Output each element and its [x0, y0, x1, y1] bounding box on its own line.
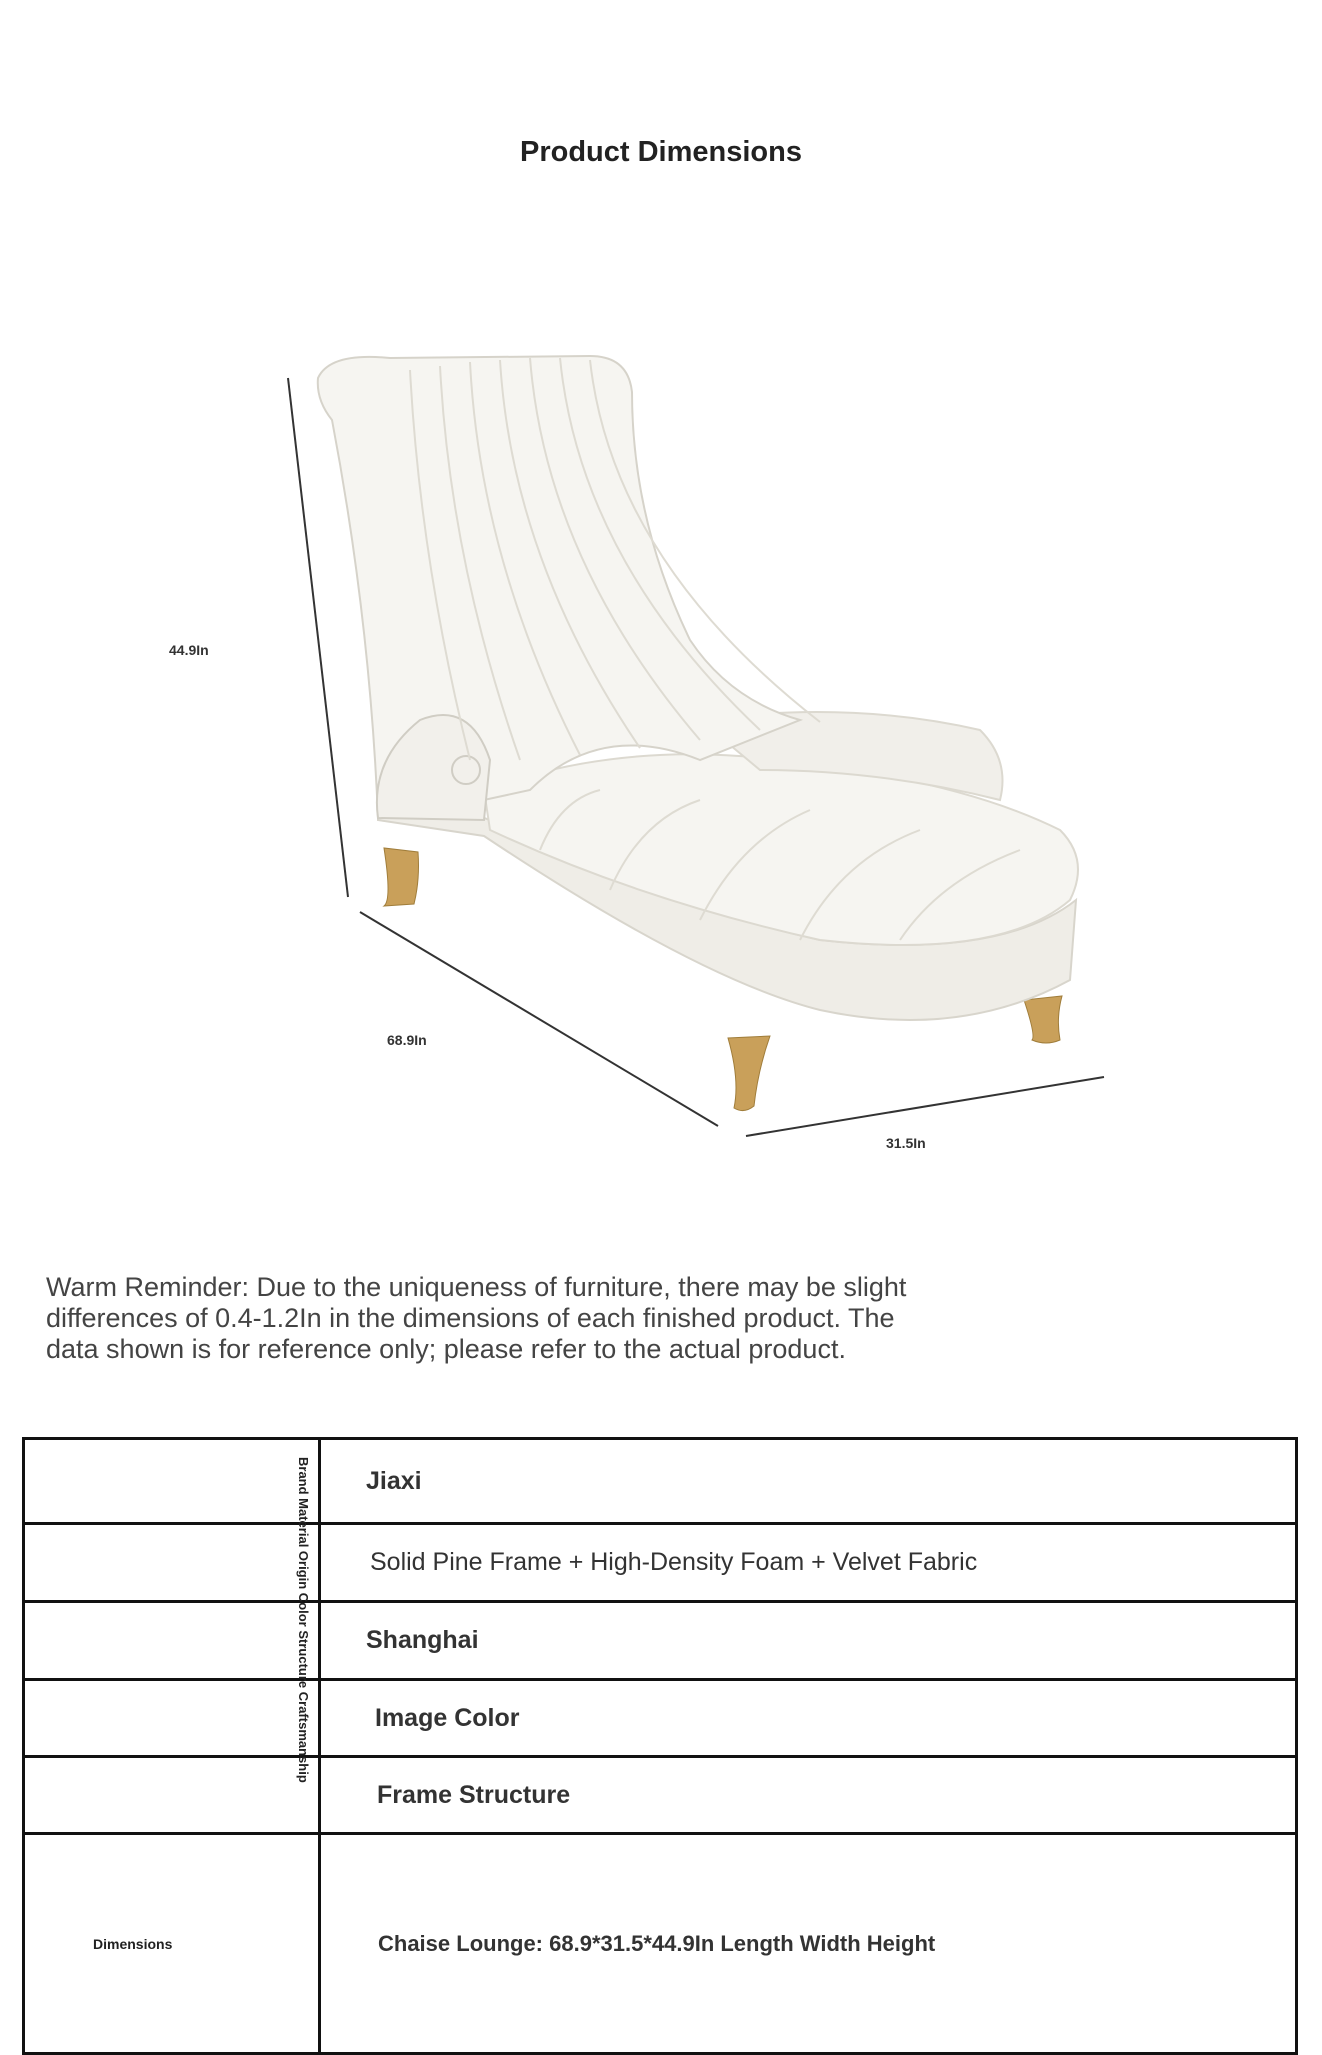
spec-structure-value: Frame Structure — [320, 1757, 1297, 1834]
width-dimension-label: 31.5In — [886, 1135, 926, 1151]
leg-back-left — [384, 848, 419, 906]
table-row — [24, 1602, 1297, 1680]
specs-table — [22, 1437, 1298, 2055]
table-row — [24, 1524, 1297, 1602]
backrest — [318, 356, 800, 818]
spec-vertical-labels — [293, 1457, 313, 1817]
table-row — [24, 1757, 1297, 1834]
spec-label-cell — [24, 1524, 320, 1602]
spec-label-cell — [24, 1680, 320, 1757]
table-row — [24, 1439, 1297, 1524]
leg-right — [1024, 996, 1062, 1043]
spec-material-value: Solid Pine Frame + High-Density Foam + Velvet Fabric — [320, 1524, 1297, 1602]
spec-label-cell — [24, 1757, 320, 1834]
spec-label-cell — [24, 1602, 320, 1680]
spec-dimensions-label: Dimensions — [93, 1935, 173, 1952]
warm-reminder-text: Warm Reminder: Due to the uniqueness of furniture, there may be slight differences of 0.4-1.2In in the dimensions of each finished product. The data shown is for reference only; please refer to the actual product. — [46, 1272, 907, 1364]
table-row — [24, 1680, 1297, 1757]
length-dimension-label: 68.9In — [387, 1032, 427, 1048]
table-row — [24, 1834, 1297, 2054]
height-dimension-label: 44.9In — [169, 642, 209, 658]
spec-origin-value: Shanghai — [320, 1602, 1297, 1680]
spec-brand-value: Jiaxi — [320, 1439, 1297, 1524]
width-dimension-line — [746, 1077, 1104, 1136]
spec-color-value: Image Color — [320, 1680, 1297, 1757]
spec-dimensions-label-cell — [24, 1834, 320, 2054]
spec-vertical-label-text: Brand Material Origin Color Structure Craftsmanship — [296, 1457, 311, 1783]
spec-label-cell — [24, 1439, 320, 1524]
page-title: Product Dimensions — [520, 136, 802, 168]
spec-dimensions-value: Chaise Lounge: 68.9*31.5*44.9In Length Width Height — [320, 1834, 1297, 2054]
leg-front — [728, 1036, 770, 1111]
